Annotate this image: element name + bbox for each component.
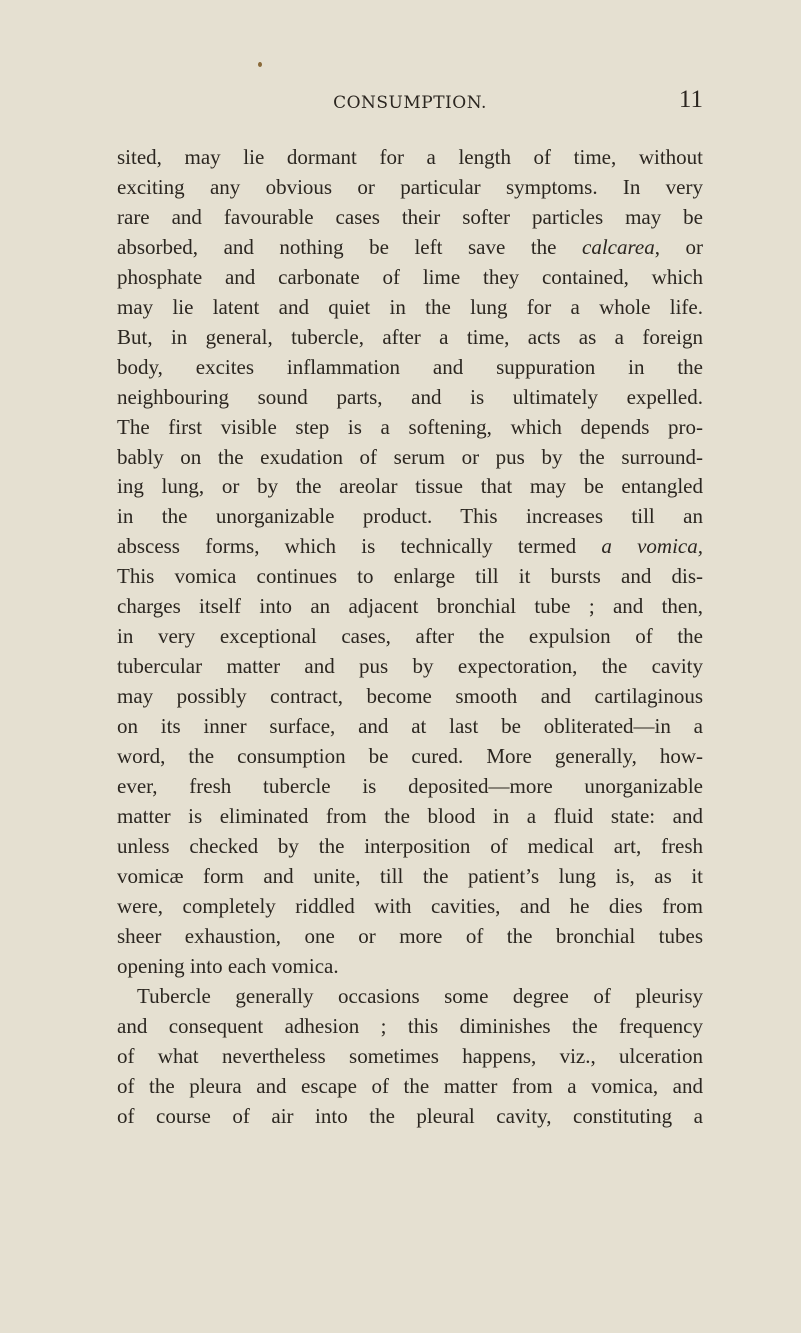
text-run: may lie latent and quiet in the lung for a whole life. bbox=[117, 294, 703, 319]
text-line bbox=[117, 802, 703, 832]
text-line bbox=[117, 712, 703, 742]
text-run: vomicæ form and unite, till the patient’s lung is, as it bbox=[117, 863, 703, 888]
text-line bbox=[117, 143, 703, 173]
text-run: The first visible step is a softening, which depends pro- bbox=[117, 414, 703, 439]
page-number: 11 bbox=[678, 86, 703, 113]
text-line bbox=[117, 922, 703, 952]
text-run: word, the consumption be cured. More generally, how- bbox=[117, 744, 703, 769]
body-text bbox=[117, 143, 703, 1131]
text-run: were, completely riddled with cavities, and he dies from bbox=[117, 893, 703, 918]
running-title: CONSUMPTION. bbox=[333, 93, 487, 113]
text-line bbox=[117, 203, 703, 233]
text-run: on its inner surface, and at last be obliterated—in a bbox=[117, 714, 703, 739]
text-line bbox=[117, 173, 703, 203]
text-run: neighbouring sound parts, and is ultimately expelled. bbox=[117, 384, 703, 409]
text-run: body, excites inflammation and suppuration in the bbox=[117, 354, 703, 379]
text-line bbox=[117, 1102, 703, 1132]
text-run: absorbed, and nothing be left save the bbox=[117, 234, 583, 259]
text-line bbox=[117, 622, 703, 652]
text-line bbox=[117, 472, 703, 502]
text-run: ing lung, or by the areolar tissue that may be entangled bbox=[117, 474, 703, 499]
text-run: exciting any obvious or particular symptoms. In very bbox=[117, 174, 703, 199]
text-run: tubercular matter and pus by expectoration, the cavity bbox=[117, 654, 703, 679]
text-line bbox=[117, 532, 703, 562]
text-run: , or bbox=[654, 234, 703, 259]
text-run: of what nevertheless sometimes happens, viz., ulceration bbox=[117, 1043, 703, 1068]
text-run: Tubercle generally occasions some degree of pleurisy bbox=[137, 983, 703, 1008]
text-line bbox=[117, 1072, 703, 1102]
text-line bbox=[117, 952, 703, 982]
text-run: rare and favourable cases their softer particles may be bbox=[117, 204, 703, 229]
text-run: in very exceptional cases, after the expulsion of the bbox=[117, 624, 703, 649]
text-run: of course of air into the pleural cavity, constituting a bbox=[117, 1103, 703, 1128]
text-line bbox=[117, 892, 703, 922]
text-line bbox=[117, 742, 703, 772]
text-run: of the pleura and escape of the matter from a vomica, and bbox=[117, 1073, 703, 1098]
text-run: matter is eliminated from the blood in a fluid state: and bbox=[117, 803, 703, 828]
text-run: sheer exhaustion, one or more of the bronchial tubes bbox=[117, 923, 703, 948]
text-line bbox=[117, 562, 703, 592]
text-line bbox=[117, 502, 703, 532]
text-line bbox=[117, 652, 703, 682]
running-header bbox=[117, 88, 703, 118]
text-run: But, in general, tubercle, after a time, acts as a foreign bbox=[117, 324, 703, 349]
italic-term: calcarea bbox=[582, 234, 655, 259]
text-run: in the unorganizable product. This increases till an bbox=[117, 504, 703, 529]
text-line bbox=[117, 1012, 703, 1042]
text-line bbox=[117, 592, 703, 622]
text-line bbox=[117, 323, 703, 353]
ink-speck bbox=[258, 62, 262, 67]
italic-term: a vomica, bbox=[601, 534, 703, 559]
text-run: and consequent adhesion ; this diminishes the frequency bbox=[117, 1013, 703, 1038]
text-line bbox=[117, 443, 703, 473]
text-line bbox=[117, 263, 703, 293]
text-run: may possibly contract, become smooth and cartilaginous bbox=[117, 684, 703, 709]
text-line bbox=[117, 682, 703, 712]
text-line bbox=[117, 862, 703, 892]
text-line bbox=[117, 982, 703, 1012]
text-line bbox=[117, 353, 703, 383]
text-line bbox=[117, 383, 703, 413]
text-line bbox=[117, 832, 703, 862]
text-run: ever, fresh tubercle is deposited—more unorganizable bbox=[117, 774, 703, 799]
text-run: abscess forms, which is technically termed bbox=[117, 534, 602, 559]
text-line bbox=[117, 233, 703, 263]
text-run: This vomica continues to enlarge till it bursts and dis- bbox=[117, 564, 703, 589]
text-run: sited, may lie dormant for a length of time, without bbox=[117, 145, 703, 169]
text-line bbox=[117, 1042, 703, 1072]
text-run: phosphate and carbonate of lime they contained, which bbox=[117, 264, 703, 289]
text-run: unless checked by the interposition of medical art, fresh bbox=[117, 833, 703, 858]
text-line bbox=[117, 413, 703, 443]
text-line bbox=[117, 293, 703, 323]
text-run: bably on the exudation of serum or pus by the surround- bbox=[117, 444, 703, 469]
text-line bbox=[117, 772, 703, 802]
text-run: charges itself into an adjacent bronchial tube ; and then, bbox=[117, 594, 703, 619]
text-run: opening into each vomica. bbox=[117, 953, 339, 978]
